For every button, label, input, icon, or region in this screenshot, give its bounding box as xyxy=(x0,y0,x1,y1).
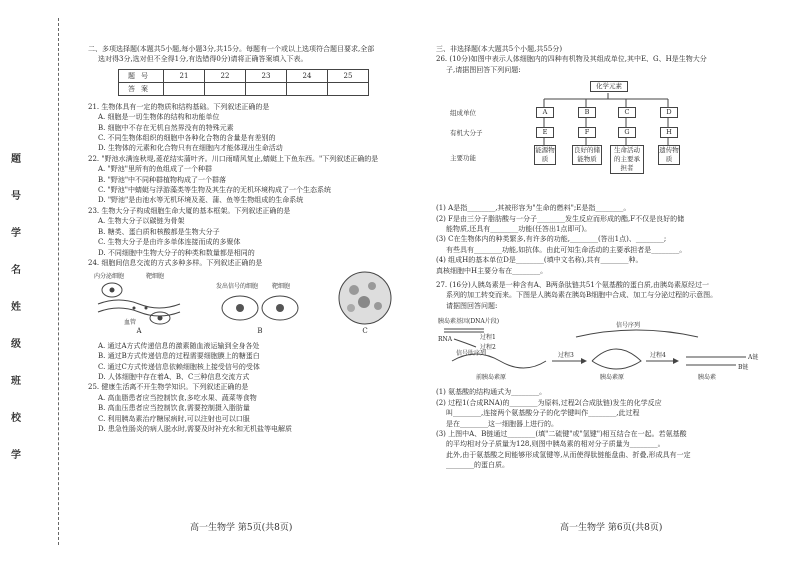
binding-char: 号 xyxy=(11,191,21,202)
q27-label: 信号肽序列 xyxy=(456,350,487,358)
q27-sub: 是在________这一细胞器上进行的。 xyxy=(446,419,558,428)
flowchart-row-label: 组成单位 xyxy=(450,109,476,118)
q27-sub: 的平均相对分子质量为128,则图中胰岛素的相对分子质量为________。 xyxy=(446,440,665,449)
q26-sub: (1) A是指________,其被形容为"生命的燃料";E是指________。 xyxy=(436,204,631,213)
q24-option: D. 人体细胞中存在着A、B、C三种信息交流方式 xyxy=(98,372,250,381)
q22-stem: 22. "野池水满连秋堤,菱花结实蒲叶齐。川口雨晴风复止,蜻蜓上下鱼东西。"下列叙述正确的是 xyxy=(88,154,379,163)
q23-option: A. 生物大分子以碳链为骨架 xyxy=(98,217,185,226)
binding-label xyxy=(6,150,26,461)
q25-stem: 25. 健康生活离不开生物学知识。下列叙述正确的是 xyxy=(88,383,249,392)
flowchart-function-box: 生命活动的主要承担者 xyxy=(610,145,644,174)
q27-label: A链 xyxy=(748,354,759,362)
flowchart-top-box: 化学元素 xyxy=(590,81,628,92)
figure-b-label: 靶细胞 xyxy=(272,283,291,291)
binding-char: 学 xyxy=(11,228,21,239)
q25-option: D. 患急性肠炎的病人脱水时,需要及时补充水和无机盐等电解质 xyxy=(98,424,293,433)
binding-char: 名 xyxy=(11,265,21,276)
figure-b-label: 发出信号的细胞 xyxy=(216,283,259,291)
flowchart-macro-box: G xyxy=(618,127,636,138)
q27-label: RNA xyxy=(438,336,453,344)
question-23 xyxy=(88,206,422,258)
figure-b xyxy=(210,280,310,336)
q25-option: B. 高血压患者应当控制饮食,需要控制摄入脂肪量 xyxy=(98,404,250,413)
q24-option: B. 通过B方式传递信息的过程需要细胞膜上的糖蛋白 xyxy=(98,352,260,361)
binding-dashed-line xyxy=(58,18,59,545)
answer-cell[interactable] xyxy=(246,82,287,95)
binding-char: 题 xyxy=(11,154,21,165)
right-page xyxy=(436,44,776,471)
figure-a-label: 血管 xyxy=(124,319,137,327)
q24-figure xyxy=(94,270,394,336)
q27-stem: 27. (16分)人胰岛素是一种含有A、B两条肽链共51个氨基酸的蛋白质,由胰岛素原经过一 xyxy=(436,281,710,290)
section3-intro: 三、非选择题(本大题共5个小题,共55分) xyxy=(436,45,563,53)
q21-stem: 21. 生物体具有一定的物质和结构基础。下列叙述正确的是 xyxy=(88,102,270,111)
answer-cell[interactable] xyxy=(328,82,369,95)
flowchart-row-label: 主要功能 xyxy=(450,154,476,163)
q27-stem: 系列的加工转变而来。下图是人胰岛素在胰岛B细胞中合成、加工与分泌过程的示意图。 xyxy=(446,291,718,300)
q25-option: C. 利用胰岛素治疗糖尿病时,可以注射也可以口服 xyxy=(98,414,250,423)
q27-label: 过程2 xyxy=(480,344,496,352)
q27-label: 过程4 xyxy=(650,352,666,360)
binding-char: 姓 xyxy=(11,302,21,313)
left-page xyxy=(88,44,422,434)
q27-label: 过程1 xyxy=(480,334,496,342)
answer-cell[interactable] xyxy=(205,82,246,95)
flowchart-unit-box: C xyxy=(618,107,636,118)
q27-process-figure xyxy=(436,317,776,383)
q26-sub: 真核细胞中H主要分布在________。 xyxy=(436,266,548,275)
flowchart-macro-box: F xyxy=(578,127,596,138)
question-22 xyxy=(88,154,422,206)
answer-table-header-label: 题号 xyxy=(119,69,164,82)
q26-flowchart xyxy=(450,79,698,197)
q22-option: C. "野池"中蜻蜓与浮游藻类等生物及其生存的无机环境构成了一个生态系统 xyxy=(98,186,331,195)
right-page-footer: 高一生物学 第6页(共8页) xyxy=(560,523,663,533)
answer-table-number: 23 xyxy=(246,69,287,82)
flowchart-function-box: 遗传物质 xyxy=(659,146,679,164)
answer-table-number: 25 xyxy=(328,69,369,82)
q26-sub: (4) 组成H的基本单位D是________(填中文名称),共有________种。 xyxy=(436,256,643,265)
answer-table-number: 24 xyxy=(287,69,328,82)
flowchart-macro-box: E xyxy=(536,127,554,138)
q27-sub: 叫________,连接两个氨基酸分子的化学键叫作________,此过程 xyxy=(446,409,640,418)
q21-option: B. 细胞中不存在无机自然界没有的特殊元素 xyxy=(98,123,234,132)
binding-char: 级 xyxy=(11,339,21,350)
q27-label: 信号序列 xyxy=(616,322,641,330)
q26-sub: (2) F是由三分子脂肪酸与一分子________发生反应而形成的酯,F不仅是良好的储 xyxy=(436,214,685,223)
figure-a-caption: A xyxy=(136,327,142,336)
q25-option: A. 高血脂患者应当控制饮食,多吃水果、蔬菜等食物 xyxy=(98,393,257,402)
q27-sub: ________的蛋白质。 xyxy=(446,461,509,470)
section2-intro-line: 选对得3分,选对但不全得1分,有选错得0分)请将正确答案填入下表。 xyxy=(98,55,308,64)
q27-sub: (2) 过程1(合成RNA)的________为原料,过程2(合成肽链)发生的化学反应 xyxy=(436,398,662,407)
q23-option: B. 糖类、蛋白质和核酸都是生物大分子 xyxy=(98,227,220,236)
figure-c-caption: C xyxy=(362,327,368,336)
q26-sub: 有些具有________功能,如抗体。由此可知生命活动的主要承担者是________。 xyxy=(446,245,687,254)
q26-subquestions xyxy=(436,203,776,276)
q21-option: C. 不同生物体组织的细胞中各种化合物的含量是有差别的 xyxy=(98,134,276,143)
q22-option: A. "野池"里所有的鱼组成了一个种群 xyxy=(98,165,212,174)
q27-sub: (3) 上图中A、B链通过________(填"二硫键"或"氢键")相互结合在一起。若氨基酸 xyxy=(436,429,687,438)
question-25 xyxy=(88,382,422,434)
figure-c xyxy=(336,270,394,336)
q23-option: C. 生物大分子是由许多单体连接而成的多聚体 xyxy=(98,238,241,247)
q26-sub: (3) C在生物体内的种类繁多,有许多的功能,________(答出1点)、________; xyxy=(436,235,667,244)
answer-table xyxy=(118,69,369,96)
answer-table-number: 22 xyxy=(205,69,246,82)
q26-flowchart-lines xyxy=(498,79,698,197)
q27-label: B链 xyxy=(738,364,749,372)
q27-label: 胰岛素基因(DNA片段) xyxy=(438,318,500,326)
answer-cell[interactable] xyxy=(164,82,205,95)
q23-stem: 23. 生物大分子构成细胞生命大厦的基本框架。下列叙述正确的是 xyxy=(88,206,291,215)
q22-option: B. "野池"中不同种群植物构成了一个群落 xyxy=(98,175,227,184)
answer-cell[interactable] xyxy=(287,82,328,95)
binding-margin xyxy=(0,0,66,563)
q26-sub: 能物质,还具有________功能(任答出1点即可)。 xyxy=(446,225,592,234)
q22-option: D. "野池"是由池水等无机环境及菱、蒲、鱼等生物组成的生命系统 xyxy=(98,196,304,205)
q27-label: 胰岛素 xyxy=(698,374,717,382)
q27-stem: 请据图回答问题: xyxy=(446,301,498,310)
q27-label: 过程3 xyxy=(558,352,574,360)
q21-option: D. 生物体的元素和化合物只有在细胞内才能体现出生命活动 xyxy=(98,144,283,153)
flowchart-row-label: 有机大分子 xyxy=(450,129,483,138)
q26-stem: 26. (10分)如图中表示人体细胞内的四种有机物及其组成单位,其中E、G、H是生物大分 xyxy=(436,55,707,64)
q24-option: A. 通过A方式传递信息的激素随血液运输到全身各处 xyxy=(98,341,260,350)
figure-a-label: 靶细胞 xyxy=(146,273,165,281)
flowchart-unit-box: A xyxy=(536,107,554,118)
figure-b-caption: B xyxy=(257,327,263,336)
q23-option: D. 不同细胞中生物大分子的种类和数量都是相同的 xyxy=(98,248,255,257)
q21-option: A. 细胞是一切生物体的结构和功能单位 xyxy=(98,113,220,122)
section2-intro-line: 二、多项选择题(本题共5小题,每小题3分,共15分。每题有一个或以上选项符合题目要求,全部 xyxy=(88,45,375,53)
flowchart-function-box: 良好的储能物质 xyxy=(574,146,600,164)
flowchart-unit-box: B xyxy=(578,107,596,118)
binding-char: 校 xyxy=(11,413,21,424)
binding-char: 班 xyxy=(11,376,21,387)
q24-option: C. 通过C方式传递信息依赖细胞核上接受信号的受体 xyxy=(98,362,260,371)
answer-table-answer-label: 答案 xyxy=(119,82,164,95)
figure-c-drawing xyxy=(336,270,394,326)
question-27 xyxy=(436,280,776,470)
q26-stem: 子,请据图回答下列问题: xyxy=(446,65,521,74)
question-24 xyxy=(88,258,422,382)
flowchart-function-box: 能源物质 xyxy=(535,146,555,164)
q27-sub: (1) 氨基酸的结构通式为________。 xyxy=(436,388,547,397)
flowchart-unit-box: D xyxy=(660,107,678,118)
left-page-footer: 高一生物学 第5页(共8页) xyxy=(190,523,293,533)
question-21 xyxy=(88,102,422,154)
binding-char: 学 xyxy=(11,450,21,461)
q27-label: 胰岛素原 xyxy=(600,374,625,382)
answer-table-number: 21 xyxy=(164,69,205,82)
q27-sub: 此外,由于氨基酸之间能够形成氢键等,从而使得肽链能盘曲、折叠,形成具有一定 xyxy=(446,450,691,459)
q24-stem: 24. 细胞间信息交流的方式多种多样。下列叙述正确的是 xyxy=(88,258,263,267)
figure-a xyxy=(94,274,184,336)
flowchart-macro-box: H xyxy=(660,127,678,138)
figure-a-label: 内分泌细胞 xyxy=(94,273,125,281)
q27-label: 前胰岛素原 xyxy=(476,374,507,382)
